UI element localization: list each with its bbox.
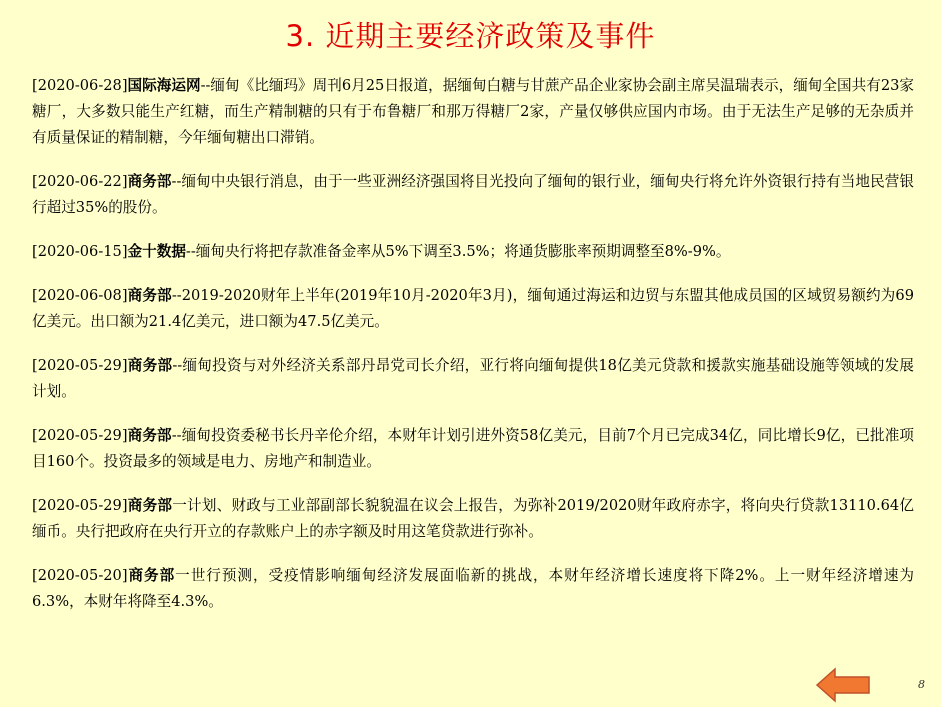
news-source: 国际海运网 bbox=[127, 77, 201, 94]
news-date: [2020-06-28] bbox=[32, 77, 128, 94]
news-item bbox=[32, 73, 914, 151]
news-text: --缅甸投资与对外经济关系部丹昂党司长介绍，亚行将向缅甸提供18亿美元贷款和援款实施基础设施等领域的发展计划。 bbox=[32, 357, 914, 400]
news-item bbox=[32, 423, 914, 475]
news-item bbox=[32, 353, 914, 405]
news-source: 商务部 bbox=[127, 427, 172, 444]
news-source: 商务部 bbox=[127, 497, 173, 514]
page-number: 8 bbox=[918, 678, 925, 691]
news-text: 一世行预测，受疫情影响缅甸经济发展面临新的挑战，本财年经济增长速度将下降2%。上一财年经济增速为6.3%，本财年将降至4.3%。 bbox=[32, 567, 914, 610]
news-source: 商务部 bbox=[127, 567, 176, 584]
news-date: [2020-05-20] bbox=[32, 567, 128, 584]
news-date: [2020-06-08] bbox=[32, 287, 128, 304]
news-item bbox=[32, 169, 914, 221]
news-date: [2020-05-29] bbox=[32, 427, 128, 444]
news-text: --2019-2020财年上半年(2019年10月-2020年3月)，缅甸通过海运和边贸与东盟其他成员国的区域贸易额约为69亿美元。出口额为21.4亿美元，进口额为47.5亿美元。 bbox=[32, 287, 914, 330]
news-item bbox=[32, 493, 914, 545]
news-source: 商务部 bbox=[127, 173, 172, 190]
news-text: --缅甸投资委秘书长丹辛伦介绍，本财年计划引进外资58亿美元，目前7个月已完成34亿，同比增长9亿，已批准项目160个。投资最多的领域是电力、房地产和制造业。 bbox=[32, 427, 914, 470]
news-date: [2020-06-22] bbox=[32, 173, 128, 190]
news-date: [2020-05-29] bbox=[32, 357, 128, 374]
news-list bbox=[32, 73, 914, 633]
news-text: --缅甸央行将把存款准备金率从5%下调至3.5%；将通货膨胀率预期调整至8%-9%。 bbox=[185, 243, 731, 260]
news-item bbox=[32, 563, 914, 615]
news-source: 商务部 bbox=[127, 357, 173, 374]
news-item bbox=[32, 239, 914, 265]
arrow-left-icon bbox=[815, 667, 871, 703]
slide-title: 3. 近期主要经济政策及事件 bbox=[285, 19, 656, 53]
news-item bbox=[32, 283, 914, 335]
news-date: [2020-05-29] bbox=[32, 497, 128, 514]
news-text: --缅甸中央银行消息，由于一些亚洲经济强国将目光投向了缅甸的银行业，缅甸央行将允许外资银行持有当地民营银行超过35%的股份。 bbox=[32, 173, 914, 216]
back-button[interactable] bbox=[815, 667, 871, 703]
news-date: [2020-06-15] bbox=[32, 243, 128, 260]
news-source: 商务部 bbox=[127, 287, 172, 304]
news-source: 金十数据 bbox=[127, 243, 186, 260]
news-text: --缅甸《比缅玛》周刊6月25日报道，据缅甸白糖与甘蔗产品企业家协会副主席吴温瑞表示，缅甸全国共有23家糖厂，大多数只能生产红糖，而生产精制糖的只有于布鲁糖厂和那万得糖厂2家，产量仅够供应国内市场。由于无法生产足够的无杂质并有质量保证的精制糖，今年缅甸糖出口滞销。 bbox=[32, 77, 914, 146]
news-text: 一计划、财政与工业部副部长貌貌温在议会上报告，为弥补2019/2020财年政府赤字，将向央行贷款13110.64亿缅币。央行把政府在央行开立的存款账户上的赤字额及时用这笔贷款进行弥补。 bbox=[32, 497, 914, 540]
